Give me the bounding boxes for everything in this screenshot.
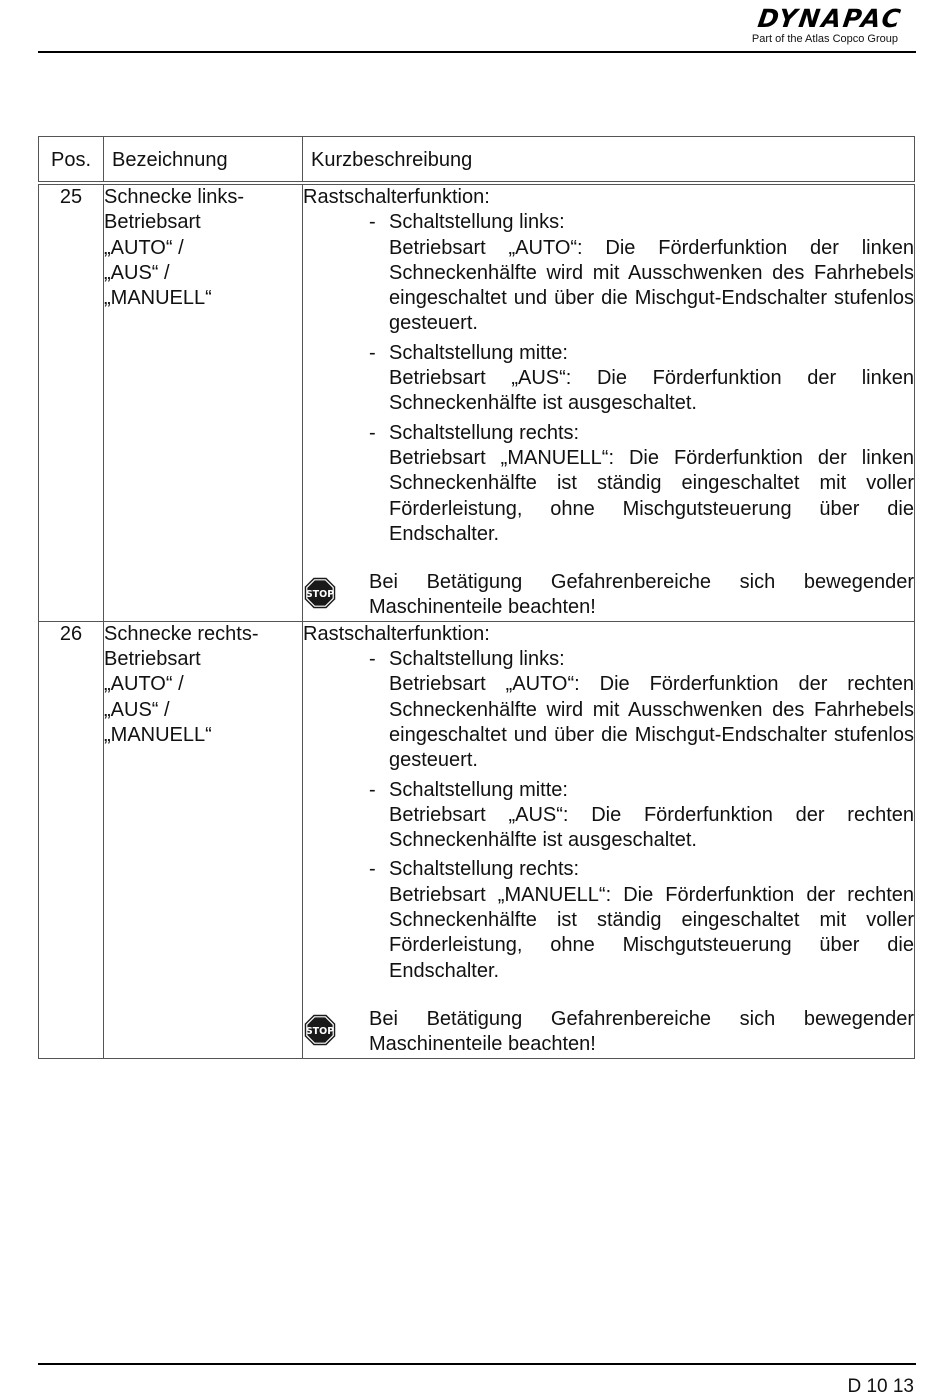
list-dash (303, 341, 389, 417)
switch-position-item (303, 421, 914, 547)
dash-glyph: - (369, 858, 376, 881)
page-number: D 10 13 (847, 1376, 914, 1397)
switch-position-label: Schaltstellung links: (389, 211, 565, 234)
switch-position-text: Betriebsart „AUS“: Die Förderfunktion der linken Schneckenhälfte ist ausgeschaltet. (389, 367, 914, 415)
dash-glyph: - (369, 341, 376, 364)
item-body (389, 210, 914, 336)
switch-position-item (303, 341, 914, 417)
table-row (39, 621, 915, 1058)
logo-subtitle: Part of the Atlas Copco Group (751, 33, 898, 45)
list-dash (303, 210, 389, 336)
name-line: „AUTO“ / (104, 236, 184, 259)
safety-warning (303, 1007, 914, 1058)
name-line: „AUS“ / (104, 698, 170, 721)
switch-position-item (303, 857, 914, 983)
name-line: „AUS“ / (104, 261, 170, 284)
row-description (303, 621, 915, 1058)
name-line: „AUTO“ / (104, 673, 184, 696)
dash-glyph: - (369, 778, 376, 801)
stop-sign-icon (303, 570, 369, 610)
list-dash (303, 421, 389, 547)
switch-position-text: Betriebsart „AUTO“: Die Förderfunktion der rechten Schneckenhälfte wird mit Ausschwenken des Fahrhebels eingeschaltet und über die Mischgut-Endschalter stufenlos gesteuert. (389, 673, 914, 772)
name-line: Betriebsart (104, 211, 201, 234)
dynapac-logo (682, 4, 905, 45)
switch-position-label: Schaltstellung links: (389, 648, 565, 671)
dash-glyph: - (369, 648, 376, 671)
row-pos: 26 (39, 621, 104, 1058)
name-line: Betriebsart (104, 648, 201, 671)
switch-position-label: Schaltstellung rechts: (389, 421, 580, 444)
item-body (389, 647, 914, 773)
switch-position-label: Schaltstellung mitte: (389, 778, 568, 801)
switch-position-text: Betriebsart „AUTO“: Die Förderfunktion der linken Schneckenhälfte wird mit Ausschwenken des Fahrhebels eingeschaltet und über die Mischgut-Endschalter stufenlos gesteuert. (389, 236, 914, 335)
switch-position-item (303, 210, 914, 336)
safety-warning (303, 570, 914, 621)
control-description-table (38, 136, 915, 1059)
switch-position-text: Betriebsart „MANUELL“: Die Förderfunktion der rechten Schneckenhälfte ist ständig eingeschaltet mit voller Förderleistung, ohne Mischgutsteuerung über die Endschalter. (389, 883, 914, 982)
row-name (104, 183, 303, 621)
row-description (303, 183, 915, 621)
logo-wordmark: DYNAPAC (755, 4, 905, 33)
dash-glyph: - (369, 211, 376, 234)
function-title: Rastschalterfunktion: (303, 186, 490, 208)
switch-position-label: Schaltstellung rechts: (389, 858, 580, 881)
name-line: „MANUELL“ (104, 287, 212, 310)
stop-sign-label: STOP (305, 1025, 335, 1037)
item-body (389, 421, 914, 547)
header-name: Bezeichnung (104, 137, 303, 184)
row-pos: 25 (39, 183, 104, 621)
name-line: „MANUELL“ (104, 723, 212, 746)
header-rule (38, 51, 916, 53)
row-name (104, 621, 303, 1058)
item-body (389, 341, 914, 417)
header-pos: Pos. (39, 137, 104, 184)
list-dash (303, 647, 389, 773)
switch-position-label: Schaltstellung mitte: (389, 341, 568, 364)
header-desc: Kurzbeschreibung (303, 137, 915, 184)
footer-rule (38, 1363, 916, 1365)
table-row (39, 183, 915, 621)
warning-text: Bei Betätigung Gefahrenbereiche sich bewegender Maschinenteile beachten! (369, 571, 914, 619)
stop-sign-icon (303, 1007, 369, 1047)
stop-sign-label: STOP (305, 589, 335, 601)
item-body (389, 778, 914, 854)
switch-position-text: Betriebsart „MANUELL“: Die Förderfunktion der linken Schneckenhälfte ist ständig eingeschaltet mit voller Förderleistung, ohne Mischgutsteuerung über die Endschalter. (389, 446, 914, 545)
function-title: Rastschalterfunktion: (303, 622, 490, 645)
table-header-row (39, 137, 915, 184)
dash-glyph: - (369, 421, 376, 444)
name-line: Schnecke links- (104, 186, 245, 208)
list-dash (303, 778, 389, 854)
switch-position-item (303, 647, 914, 773)
name-line: Schnecke rechts- (104, 622, 259, 645)
warning-text: Bei Betätigung Gefahrenbereiche sich bewegender Maschinenteile beachten! (369, 1007, 914, 1056)
list-dash (303, 857, 389, 983)
switch-position-item (303, 778, 914, 854)
switch-position-text: Betriebsart „AUS“: Die Förderfunktion der rechten Schneckenhälfte ist ausgeschaltet. (389, 803, 914, 852)
item-body (389, 857, 914, 983)
